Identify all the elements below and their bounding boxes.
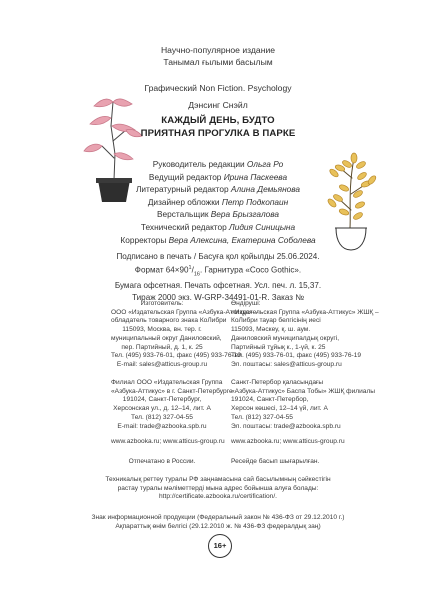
- website-kz[interactable]: www.azbooka.ru; www.atticus-group.ru: [231, 438, 345, 445]
- publisher-line: КоЛибри тауар белгісінің иесі: [231, 317, 321, 325]
- tech-regulation: [0, 476, 436, 502]
- credit-line: [0, 221, 436, 234]
- publisher-line: Тел. (495) 933-76-01, факс (495) 933-76-19: [231, 352, 362, 360]
- publisher-line: обладатель товарного знака КоЛибри: [111, 317, 227, 325]
- publisher-line: 115093, Москва, вн. тер. г.: [122, 326, 202, 334]
- publisher-line: Партийный тұйық к., 1-үй, к. 25: [231, 343, 326, 351]
- publisher-line: Даниловский муниципалдық округі,: [231, 334, 340, 342]
- branch-ru: [111, 379, 233, 431]
- branch-line: Тел. (812) 327-04-55: [231, 413, 293, 421]
- branch-line: E-mail: trade@azbooka.spb.ru: [117, 422, 207, 430]
- branch-line: Санкт-Петербор қаласындағы: [231, 379, 324, 386]
- branch-line: «Азбука-Аттикус» в г. Санкт-Петербурге: [111, 387, 233, 395]
- branch-line: Эл. поштасы: trade@azbooka.spb.ru: [231, 422, 341, 430]
- publisher-line: Тел. (495) 933-76-01, факс (495) 933-76-19: [111, 352, 242, 360]
- credit-role: Ведущий редактор: [148, 171, 224, 182]
- printed-in-kz: Ресейде басып шығарылған.: [231, 458, 320, 465]
- paper-line: Бумага офсетная. Печать офсетная. Усл. печ. л. 15,37.: [114, 281, 322, 291]
- credit-line: [0, 171, 436, 184]
- credit-name: Петр Подкопаин: [221, 196, 289, 207]
- credit-name: Лидия Синицына: [229, 221, 296, 232]
- credit-role: Корректоры: [120, 234, 169, 245]
- branch-line: Тел. (812) 327-04-55: [131, 413, 193, 421]
- title-line-1: КАЖДЫЙ ДЕНЬ, БУДТО: [161, 115, 275, 126]
- publisher-line: Изготовитель:: [140, 300, 184, 307]
- publisher-line: «Издательская Группа «Азбука-Аттикус» ЖШҚ –: [231, 308, 379, 316]
- publisher-line: Өндіруші:: [231, 300, 261, 307]
- branch-line: 191024, Санкт-Петербург,: [122, 396, 202, 404]
- staff-credits: [0, 158, 436, 246]
- branch-line: 191024, Санкт-Петербор,: [231, 396, 309, 404]
- credit-line: [0, 183, 436, 196]
- publisher-line: ООО «Издательская Группа «Азбука-Аттикус» –: [111, 308, 259, 316]
- edition-line-ru: Научно-популярное издание: [160, 45, 276, 55]
- credit-role: Литературный редактор: [135, 184, 231, 195]
- website-ru[interactable]: www.azbooka.ru; www.atticus-group.ru: [111, 438, 225, 445]
- publisher-line: E-mail: sales@atticus-group.ru: [116, 360, 208, 368]
- format-line: Формат $64\times 90^1/_{16}$. Гарнитура «Coco Gothic».: [134, 264, 302, 277]
- info-product-mark: [0, 514, 436, 531]
- credit-name: Алина Демьянова: [230, 184, 301, 195]
- print-run: Тираж 2000 экз. W-GRP-34491-01-R. Заказ №: [132, 293, 304, 303]
- signed-date: Подписано в печать / Басуға қол қойылды 25.06.2024.: [116, 252, 320, 261]
- branch-line: «Азбука-Аттикус» Баспа Тобы» ЖШҚ филиалы: [231, 387, 376, 395]
- certificate-link[interactable]: http://certificate.azbooka.ru/certification/.: [158, 493, 277, 501]
- credit-role: Руководитель редакции: [152, 159, 247, 169]
- credit-name: Ирина Паскеева: [223, 171, 288, 182]
- publisher-line: Эл. поштасы: sales@atticus-group.ru: [231, 360, 342, 368]
- publisher-line: пер. Партийный, д. 1, к. 25: [121, 343, 203, 351]
- publisher-line: муниципальный округ Даниловский,: [111, 334, 222, 342]
- printed-in-ru: Отпечатано в России.: [128, 458, 196, 465]
- credit-name: Вера Брызгалова: [210, 209, 280, 220]
- credit-role: Технический редактор: [140, 221, 230, 232]
- credit-name: Ольга Ро: [246, 159, 284, 169]
- title-line-2: ПРИЯТНАЯ ПРОГУЛКА В ПАРКЕ: [140, 128, 296, 139]
- credit-line: [0, 208, 436, 221]
- book-title: [0, 114, 436, 140]
- author-name: Дэнсинг Снэйл: [188, 100, 248, 110]
- credit-role: Дизайнер обложки: [147, 196, 222, 207]
- typeface: . Гарнитура «Coco Gothic».: [199, 265, 302, 275]
- format-fraction-den: 16: [193, 270, 200, 277]
- format-fraction-num: 1: [188, 264, 192, 271]
- format-size: Формат 64×90: [134, 265, 189, 275]
- age-rating-badge: 16+: [208, 534, 232, 558]
- credit-line: [0, 234, 436, 247]
- genre-series: Графический Non Fiction. Psychology: [144, 83, 292, 93]
- edition-line-kz: Танымал ғылыми басылым: [163, 57, 273, 67]
- tech-line: Техникалық реттеу туралы РФ заңнамасына сай басылымның сәйкестігін: [105, 476, 331, 483]
- edition-type: [0, 44, 436, 68]
- publisher-kz: [231, 300, 379, 370]
- credit-line: [0, 158, 436, 171]
- print-details: [0, 251, 436, 304]
- mark-line: Ақпараттық өнім белгісі (29.12.2010 ж. № 436-ФЗ федералдық заң): [115, 522, 321, 530]
- branch-kz: [231, 379, 376, 431]
- branch-line: Херсон көшесі, 12–14 үй, лит. А: [231, 405, 328, 413]
- branch-line: Херсонская ул., д. 12–14, лит. А: [113, 405, 211, 413]
- credit-name: Вера Алексина, Екатерина Соболева: [168, 234, 316, 245]
- mark-line: Знак информационной продукции (Федеральный закон № 436-ФЗ от 29.12.2010 г.): [91, 514, 345, 521]
- credit-role: Верстальщик: [156, 209, 211, 220]
- tech-line: растау туралы мәліметтерді мына адрес бойынша алуға болады:: [117, 484, 319, 492]
- publisher-line: 115093, Мәскеу, қ. ш. аум.: [231, 326, 311, 334]
- branch-line: Филиал ООО «Издательская Группа: [111, 379, 223, 386]
- credit-line: [0, 196, 436, 209]
